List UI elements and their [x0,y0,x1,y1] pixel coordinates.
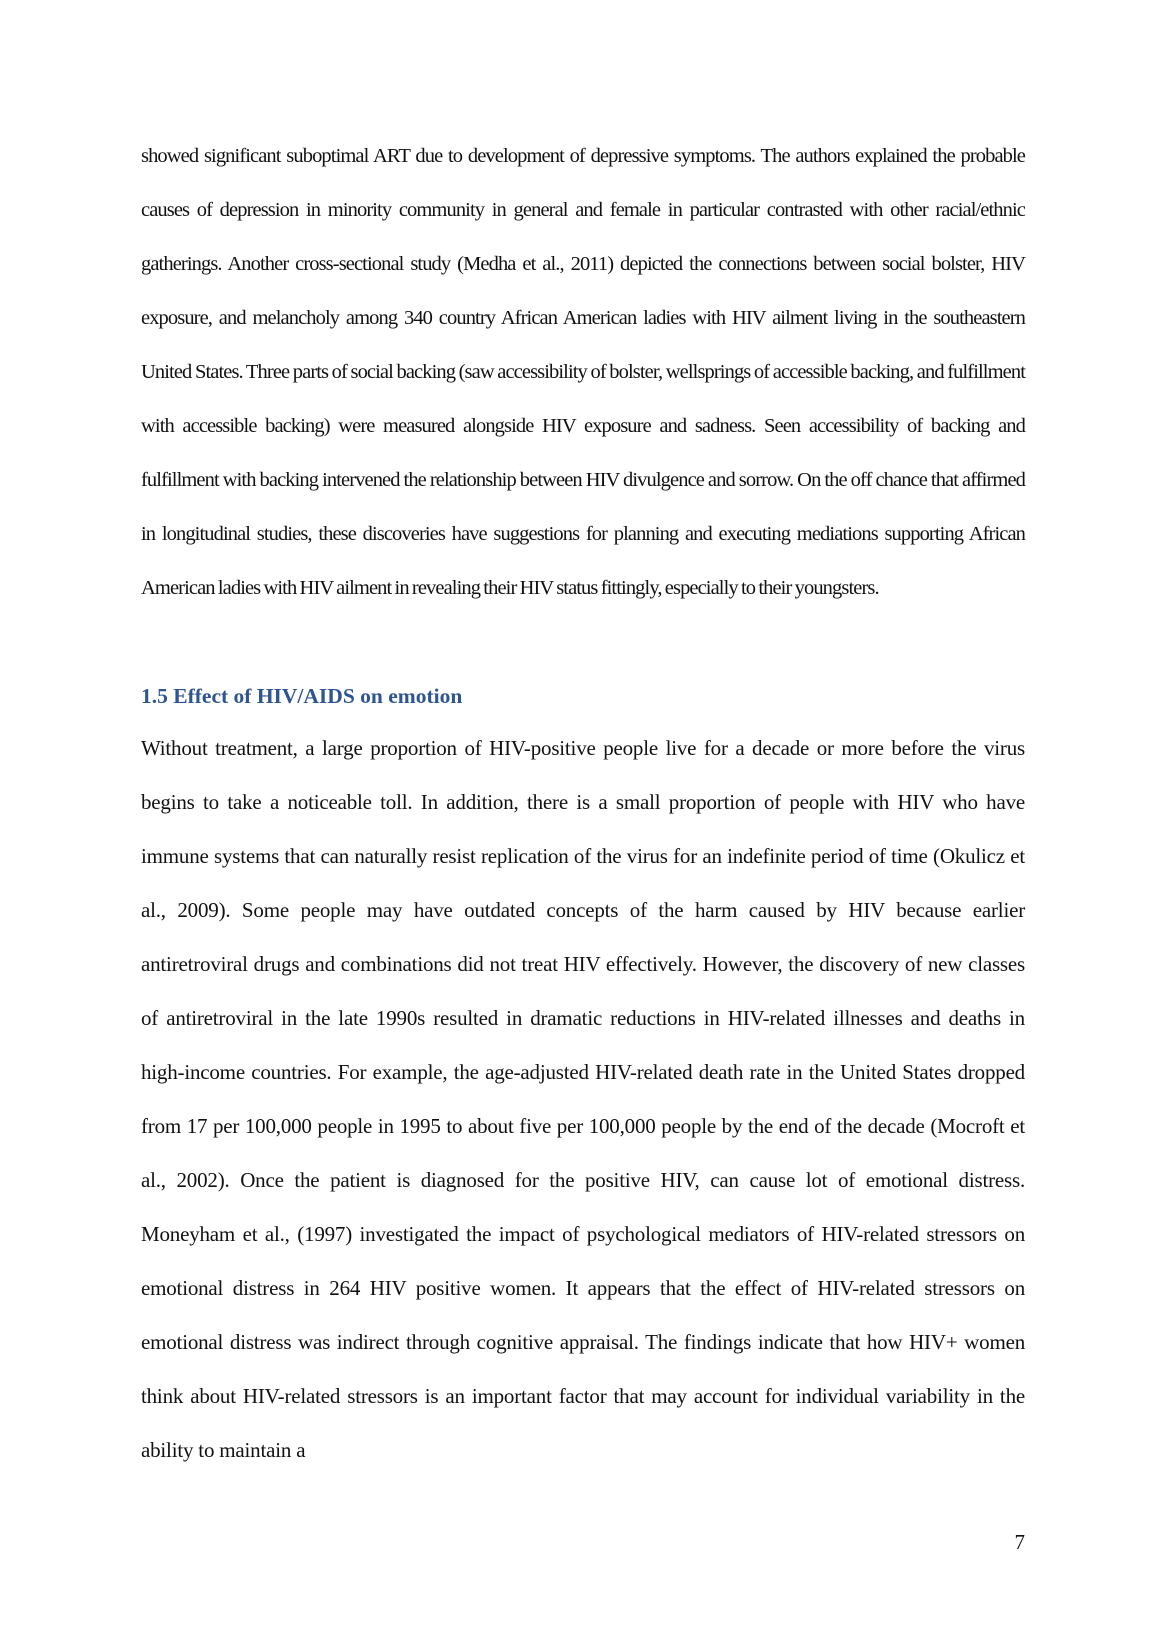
body-paragraph-continued: showed significant suboptimal ART due to development of depressive symptoms. The authors explained the probable causes of depression in minority community in general and female in particular contrasted with other racial/ethnic gatherings. Another cross-sectional study (Medha et al., 2011) depicted the connections between social bolster, HIV exposure, and melancholy among 340 country African American ladies with HIV ailment living in the southeastern United States. Three parts of social backing (saw accessibility of bolster, wellsprings of accessible backing, and fulfillment with accessible backing) were measured alongside HIV exposure and sadness. Seen accessibility of backing and fulfillment with backing intervened the relationship between HIV divulgence and sorrow. On the off chance that affirmed in longitudinal studies, these discoveries have suggestions for planning and executing mediations supporting African American ladies with HIV ailment in revealing their HIV status fittingly, especially to their youngsters. [141,145,1025,599]
body-paragraph-emotion: Without treatment, a large proportion of HIV-positive people live for a decade or more before the virus begins to take a noticeable toll. In addition, there is a small proportion of people with HIV who have immune systems that can naturally resist replication of the virus for an indefinite period of time (Okulicz et al., 2009). Some people may have outdated concepts of the harm caused by HIV because earlier antiretroviral drugs and combinations did not treat HIV effectively. However, the discovery of new classes of antiretroviral in the late 1990s resulted in dramatic reductions in HIV-related illnesses and deaths in high-income countries. For example, the age-adjusted HIV-related death rate in the United States dropped from 17 per 100,000 people in 1995 to about five per 100,000 people by the end of the decade (Mocroft et al., 2002). Once the patient is diagnosed for the positive HIV, can cause lot of emotional distress. Moneyham et al., (1997) investigated the impact of psychological mediators of HIV-related stressors on emotional distress in 264 HIV positive women. It appears that the effect of HIV-related stressors on emotional distress was indirect through cognitive appraisal. The findings indicate that how HIV+ women think about HIV-related stressors is an important factor that may account for individual variability in the ability to maintain a [141,736,1025,1462]
section-heading: 1.5 Effect of HIV/AIDS on emotion [141,684,463,708]
page-number: 7 [1014,1530,1025,1554]
